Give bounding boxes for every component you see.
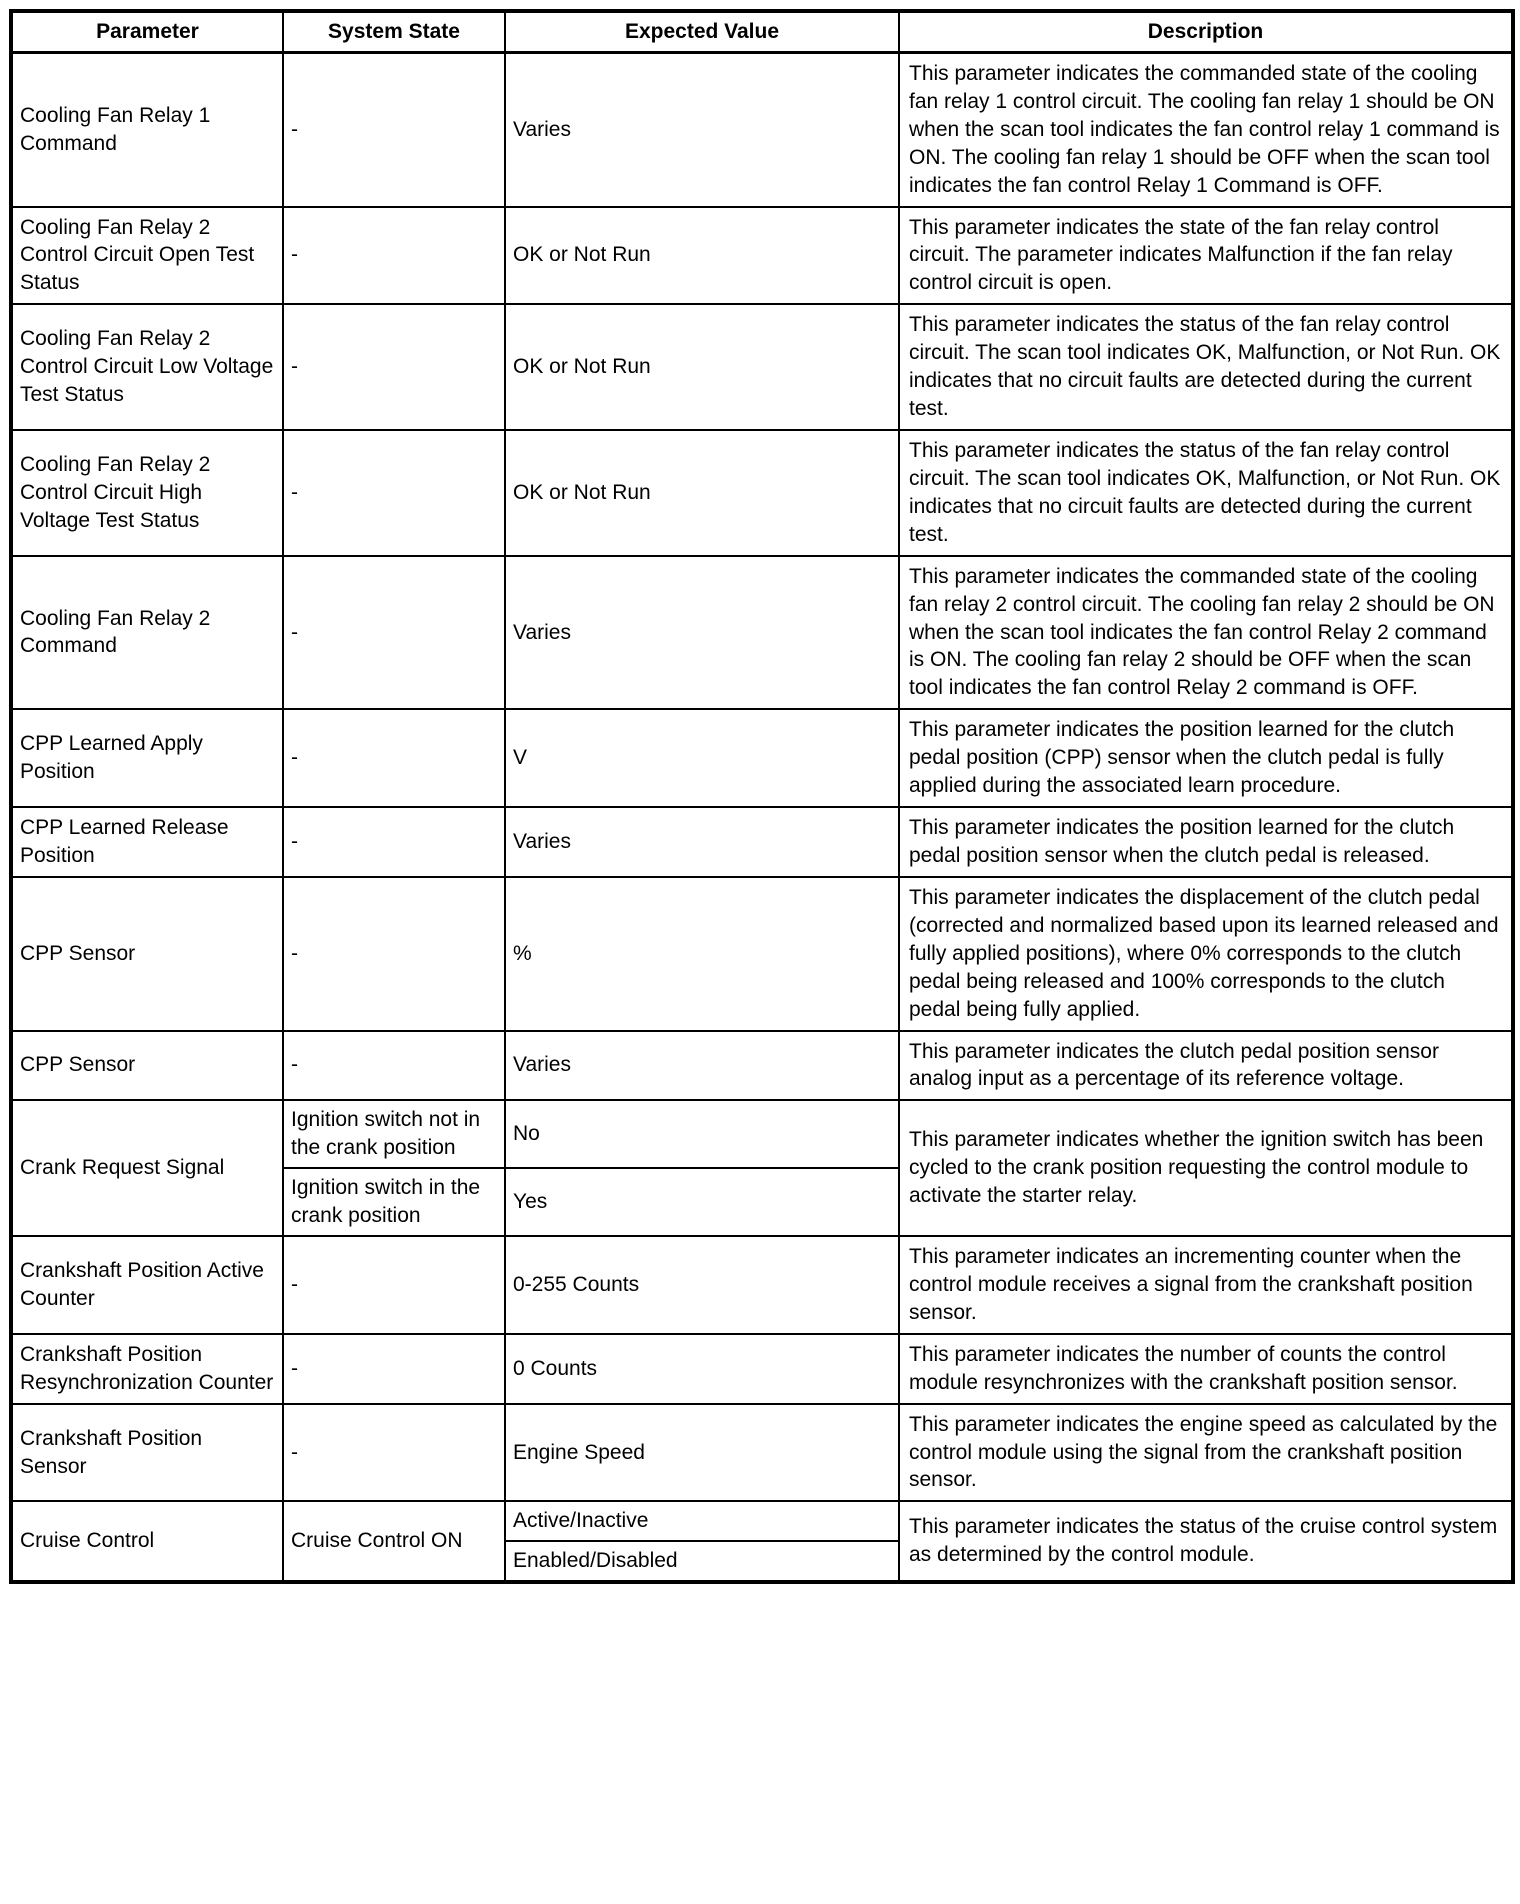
table-row bbox=[11, 1031, 1513, 1101]
parameter-cell: Crankshaft Position Active Counter bbox=[11, 1236, 283, 1334]
table-row bbox=[11, 709, 1513, 807]
header-description: Description bbox=[899, 11, 1513, 52]
parameter-cell: Crank Request Signal bbox=[11, 1100, 283, 1236]
system-state-cell: - bbox=[283, 1236, 505, 1334]
header-parameter: Parameter bbox=[11, 11, 283, 52]
description-cell: This parameter indicates the status of the cruise control system as determined by the control module. bbox=[899, 1501, 1513, 1582]
system-state-cell: - bbox=[283, 877, 505, 1031]
parameter-cell: CPP Sensor bbox=[11, 1031, 283, 1101]
table-row bbox=[11, 877, 1513, 1031]
header-expected-value: Expected Value bbox=[505, 11, 899, 52]
table-row bbox=[11, 1236, 1513, 1334]
table-row bbox=[11, 430, 1513, 556]
description-cell: This parameter indicates the position learned for the clutch pedal position (CPP) sensor when the clutch pedal is fully applied during the associated learn procedure. bbox=[899, 709, 1513, 807]
parameter-cell: Cooling Fan Relay 2 Control Circuit High Voltage Test Status bbox=[11, 430, 283, 556]
description-cell: This parameter indicates the engine speed as calculated by the control module using the signal from the crankshaft position sensor. bbox=[899, 1404, 1513, 1502]
parameter-cell: Cruise Control bbox=[11, 1501, 283, 1582]
system-state-cell: - bbox=[283, 807, 505, 877]
parameter-cell: CPP Learned Apply Position bbox=[11, 709, 283, 807]
expected-value-cell: No bbox=[505, 1100, 899, 1168]
table-row bbox=[11, 807, 1513, 877]
expected-value-cell: 0-255 Counts bbox=[505, 1236, 899, 1334]
table-header-row bbox=[11, 11, 1513, 52]
expected-value-cell: Varies bbox=[505, 556, 899, 710]
table-row bbox=[11, 556, 1513, 710]
system-state-cell: Cruise Control ON bbox=[283, 1501, 505, 1582]
system-state-cell: - bbox=[283, 556, 505, 710]
expected-value-cell: Varies bbox=[505, 807, 899, 877]
description-cell: This parameter indicates the commanded state of the cooling fan relay 1 control circuit. The cooling fan relay 1 should be ON when the scan tool indicates the fan control relay 1 command is ON. The cooling fan relay 1 should be OFF when the scan tool indicates the fan control Relay 1 Command is OFF. bbox=[899, 52, 1513, 206]
expected-value-cell: 0 Counts bbox=[505, 1334, 899, 1404]
system-state-cell: - bbox=[283, 207, 505, 305]
system-state-cell: - bbox=[283, 52, 505, 206]
description-cell: This parameter indicates an incrementing counter when the control module receives a signal from the crankshaft position sensor. bbox=[899, 1236, 1513, 1334]
description-cell: This parameter indicates the number of counts the control module resynchronizes with the crankshaft position sensor. bbox=[899, 1334, 1513, 1404]
parameter-cell: Cooling Fan Relay 2 Control Circuit Open Test Status bbox=[11, 207, 283, 305]
table-row bbox=[11, 1501, 1513, 1541]
description-cell: This parameter indicates the commanded state of the cooling fan relay 2 control circuit. The cooling fan relay 2 should be ON when the scan tool indicates the fan control Relay 2 command is ON. The cooling fan relay 2 should be OFF when the scan tool indicates the fan control Relay 2 command is OFF. bbox=[899, 556, 1513, 710]
expected-value-cell: % bbox=[505, 877, 899, 1031]
system-state-cell: - bbox=[283, 430, 505, 556]
expected-value-cell: Enabled/Disabled bbox=[505, 1541, 899, 1582]
expected-value-cell: OK or Not Run bbox=[505, 430, 899, 556]
system-state-cell: Ignition switch not in the crank position bbox=[283, 1100, 505, 1168]
parameter-table bbox=[9, 9, 1515, 1584]
description-cell: This parameter indicates whether the ignition switch has been cycled to the crank position requesting the control module to activate the starter relay. bbox=[899, 1100, 1513, 1236]
description-cell: This parameter indicates the clutch pedal position sensor analog input as a percentage of its reference voltage. bbox=[899, 1031, 1513, 1101]
system-state-cell: - bbox=[283, 1031, 505, 1101]
expected-value-cell: Varies bbox=[505, 52, 899, 206]
parameter-cell: CPP Sensor bbox=[11, 877, 283, 1031]
system-state-cell: Ignition switch in the crank position bbox=[283, 1168, 505, 1236]
expected-value-cell: Varies bbox=[505, 1031, 899, 1101]
table-row bbox=[11, 1404, 1513, 1502]
description-cell: This parameter indicates the status of the fan relay control circuit. The scan tool indicates OK, Malfunction, or Not Run. OK indicates that no circuit faults are detected during the current test. bbox=[899, 304, 1513, 430]
table-row bbox=[11, 207, 1513, 305]
parameter-cell: Cooling Fan Relay 2 Control Circuit Low Voltage Test Status bbox=[11, 304, 283, 430]
table-row bbox=[11, 1334, 1513, 1404]
expected-value-cell: OK or Not Run bbox=[505, 304, 899, 430]
expected-value-cell: Active/Inactive bbox=[505, 1501, 899, 1541]
description-cell: This parameter indicates the position learned for the clutch pedal position sensor when the clutch pedal is released. bbox=[899, 807, 1513, 877]
parameter-cell: Crankshaft Position Resynchronization Counter bbox=[11, 1334, 283, 1404]
table-row bbox=[11, 1100, 1513, 1168]
description-cell: This parameter indicates the state of the fan relay control circuit. The parameter indicates Malfunction if the fan relay control circuit is open. bbox=[899, 207, 1513, 305]
description-cell: This parameter indicates the displacement of the clutch pedal (corrected and normalized based upon its learned released and fully applied positions), where 0% corresponds to the clutch pedal being released and 100% corresponds to the clutch pedal being fully applied. bbox=[899, 877, 1513, 1031]
expected-value-cell: V bbox=[505, 709, 899, 807]
system-state-cell: - bbox=[283, 304, 505, 430]
expected-value-cell: Yes bbox=[505, 1168, 899, 1236]
parameter-cell: CPP Learned Release Position bbox=[11, 807, 283, 877]
parameter-cell: Cooling Fan Relay 2 Command bbox=[11, 556, 283, 710]
description-cell: This parameter indicates the status of the fan relay control circuit. The scan tool indicates OK, Malfunction, or Not Run. OK indicates that no circuit faults are detected during the current test. bbox=[899, 430, 1513, 556]
system-state-cell: - bbox=[283, 1404, 505, 1502]
header-system-state: System State bbox=[283, 11, 505, 52]
expected-value-cell: OK or Not Run bbox=[505, 207, 899, 305]
expected-value-cell: Engine Speed bbox=[505, 1404, 899, 1502]
table-row bbox=[11, 52, 1513, 206]
system-state-cell: - bbox=[283, 1334, 505, 1404]
parameter-cell: Crankshaft Position Sensor bbox=[11, 1404, 283, 1502]
parameter-cell: Cooling Fan Relay 1 Command bbox=[11, 52, 283, 206]
system-state-cell: - bbox=[283, 709, 505, 807]
table-row bbox=[11, 304, 1513, 430]
